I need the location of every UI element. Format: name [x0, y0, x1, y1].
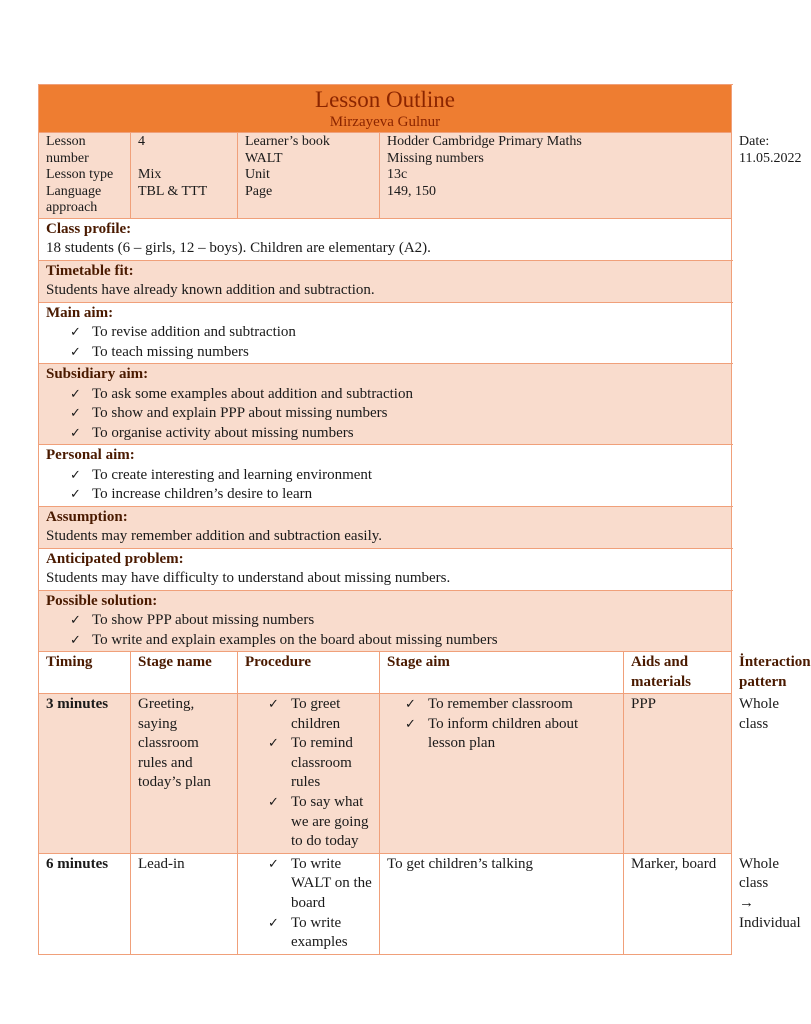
possible-solution-list — [46, 611, 724, 650]
list-item: ✓ To organise activity about missing numbers — [70, 424, 724, 444]
info-values-1: 4 Mix TBL & TTT — [131, 133, 238, 219]
info-values-2: Hodder Cambridge Primary Maths Missing numbers 13c 149, 150 — [380, 133, 732, 219]
check-icon: ✓ — [70, 632, 81, 648]
assumption-section — [39, 506, 732, 548]
check-icon: ✓ — [70, 425, 81, 441]
section-text: 18 students (6 – girls, 12 – boys). Children are elementary (A2). — [46, 240, 431, 256]
stage-name-cell: Greeting, saying classroom rules and today’s plan — [131, 694, 238, 854]
info-labels-1: Lesson number Lesson type Language approach — [39, 133, 131, 219]
section-heading: Timetable fit: — [46, 262, 134, 279]
class-profile-section — [39, 218, 732, 260]
section-text: Students have already known addition and subtraction. — [46, 282, 375, 298]
stage-aim-cell: To get children’s talking — [380, 853, 624, 954]
list-item: ✓ To increase children’s desire to learn — [70, 485, 724, 505]
list-item: ✓ To create interesting and learning environment — [70, 466, 724, 486]
list-item: ✓ To write examples — [268, 914, 348, 951]
check-icon: ✓ — [70, 325, 81, 340]
section-heading: Main aim: — [46, 304, 114, 321]
list-item: ✓ To write WALT on the board — [268, 855, 372, 911]
col-header-aids: Aids and materials — [624, 652, 732, 694]
aids-cell: PPP — [624, 694, 732, 854]
check-icon: ✓ — [268, 915, 279, 931]
timetable-fit-section — [39, 260, 732, 302]
main-aim-list — [46, 323, 724, 362]
list-item: ✓ To ask some examples about addition and subtraction — [70, 385, 724, 405]
section-text: Students may have difficulty to understand about missing numbers. — [46, 570, 451, 586]
check-icon: ✓ — [70, 467, 81, 483]
col-header-stage-name: Stage name — [131, 652, 238, 694]
check-icon: ✓ — [268, 697, 279, 712]
list-item: ✓ To revise addition and subtraction — [70, 323, 724, 343]
list-item: ✓ To greet children — [268, 696, 341, 732]
section-text: Students may remember addition and subtraction easily. — [46, 528, 383, 544]
list-item: ✓ To show PPP about missing numbers — [70, 611, 724, 631]
section-heading: Anticipated problem: — [46, 550, 184, 567]
subsidiary-aim-section — [39, 364, 732, 445]
check-icon: ✓ — [70, 613, 81, 628]
lesson-info-row: Lesson number Lesson type Language approach 4 Mix TBL & TTT Learner’s book WALT Unit Page Hodder Cambridge Primary Maths Missing numbers 13c 149, 150 Date: 11.05.2022 — [39, 133, 732, 219]
main-aim-section — [39, 302, 732, 364]
check-icon: ✓ — [268, 794, 279, 810]
section-heading: Possible solution: — [46, 592, 158, 609]
col-header-timing: Timing — [39, 652, 131, 694]
check-icon: ✓ — [70, 344, 81, 360]
col-header-stage-aim: Stage aim — [380, 652, 624, 694]
col-header-procedure: Procedure — [238, 652, 380, 694]
title-row — [39, 85, 732, 133]
stage-table-header: Timing Stage name Procedure Stage aim Aids and materials İnteraction pattern — [39, 652, 732, 694]
timing-cell: 3 minutes — [39, 694, 131, 854]
timing-cell: 6 minutes — [39, 853, 131, 954]
list-item: ✓ To write and explain examples on the board about missing numbers — [70, 631, 724, 651]
check-icon: ✓ — [405, 716, 416, 732]
check-icon: ✓ — [405, 697, 416, 712]
list-item: ✓ To say what we are going to do today — [268, 793, 369, 850]
list-item: ✓ To remind classroom rules — [268, 735, 353, 791]
list-item: ✓ To inform children about lesson plan — [405, 715, 579, 752]
table-row: 3 minutes Greeting, saying classroom rules and today’s plan ✓ To greet children ✓ To remind classroom rules ✓ To say what we are going to do today ✓ To remember classroom ✓ To inform children about lesson plan PPP Whole class — [39, 694, 732, 854]
list-item: ✓ To teach missing numbers — [70, 343, 724, 363]
list-item: ✓ To remember classroom — [405, 695, 616, 715]
table-row: 6 minutes Lead-in ✓ To write WALT on the board ✓ To write examples To get children’s talking Marker, board Whole class → Individual — [39, 853, 732, 954]
aids-cell: Marker, board — [624, 853, 732, 954]
stage-name-cell: Lead-in — [131, 853, 238, 954]
check-icon: ✓ — [70, 406, 81, 421]
procedure-cell — [238, 853, 380, 954]
anticipated-problem-section — [39, 548, 732, 590]
personal-aim-section — [39, 445, 732, 507]
lesson-outline-table — [38, 84, 811, 955]
personal-aim-list — [46, 466, 724, 505]
possible-solution-section — [39, 590, 732, 652]
section-heading: Subsidiary aim: — [46, 366, 149, 382]
subsidiary-aim-list — [46, 385, 724, 444]
section-heading: Assumption: — [46, 508, 128, 525]
procedure-cell — [238, 694, 380, 854]
check-icon: ✓ — [268, 856, 279, 872]
section-heading: Personal aim: — [46, 447, 135, 463]
check-icon: ✓ — [70, 487, 81, 502]
author-name: Mirzayeva Gulnur — [329, 114, 441, 130]
list-item: ✓ To show and explain PPP about missing numbers — [70, 404, 724, 424]
check-icon: ✓ — [70, 386, 81, 402]
page-title: Lesson Outline — [315, 87, 455, 112]
stage-aim-cell — [380, 694, 624, 854]
check-icon: ✓ — [268, 736, 279, 752]
section-heading: Class profile: — [46, 220, 132, 237]
info-labels-2: Learner’s book WALT Unit Page — [238, 133, 380, 219]
